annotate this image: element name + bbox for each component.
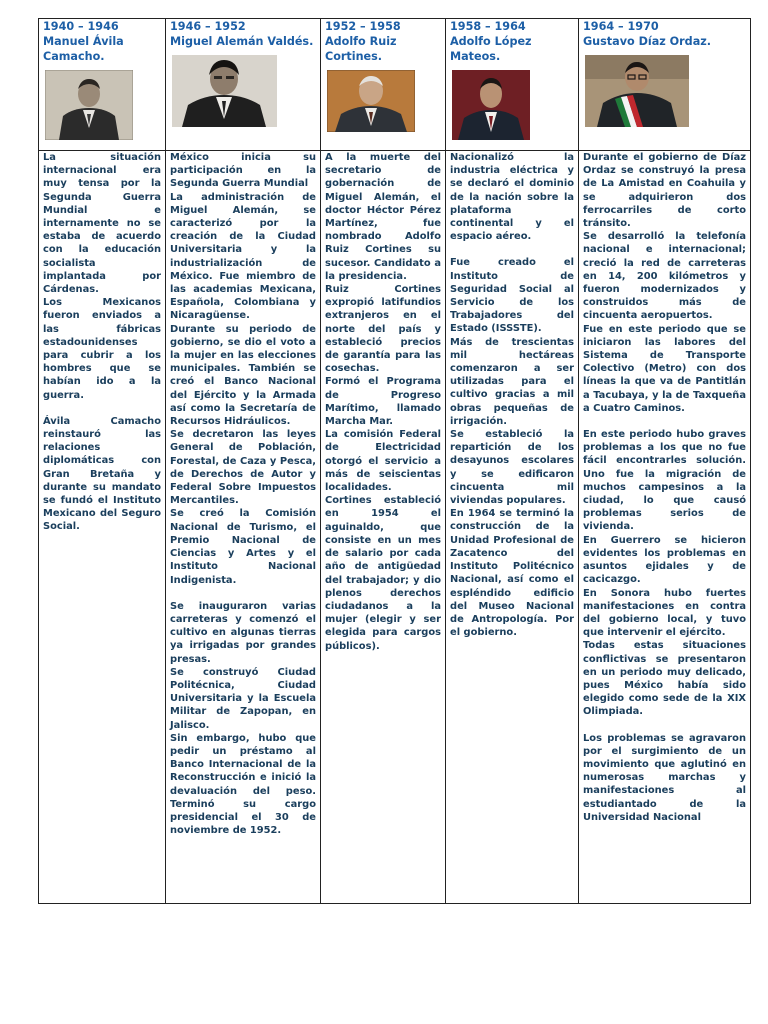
president-name: Manuel Ávila Camacho. <box>43 35 124 63</box>
paragraph: Formó el Programa de Progreso Marítimo, llamado Marcha Mar. <box>325 376 441 428</box>
column-text <box>43 151 161 534</box>
portrait-ruiz-cortines <box>327 70 415 132</box>
content-cell-5 <box>579 151 751 904</box>
portrait-lopez-mateos <box>452 70 530 140</box>
president-name: Miguel Alemán Valdés. <box>170 35 314 48</box>
term-years: 1952 – 1958 <box>325 20 401 33</box>
content-cell-1 <box>39 151 166 904</box>
president-heading <box>170 19 316 49</box>
term-years: 1940 – 1946 <box>43 20 119 33</box>
paragraph: Los problemas se agravaron por el surgimiento de un movimiento que aglutinó en numerosas marchas y manifestaciones al estudiantado de la Universidad Nacional <box>583 732 746 823</box>
paragraph: En Guerrero se hicieron evidentes los problemas en asuntos ejidales y de cacicazgo. <box>583 534 746 586</box>
president-name: Adolfo Ruiz Cortines. <box>325 35 397 63</box>
president-heading <box>43 19 161 64</box>
paragraph: Se desarrolló la telefonía nacional e internacional; creció la red de carreteras en 14, 200 kilómetros y fueron modernizados y construidos más de cincuenta aeropuertos. <box>583 231 746 322</box>
content-row <box>39 151 751 904</box>
paragraph: Sin embargo, hubo que pedir un préstamo al Banco Internacional de la Reconstrucción e inició la devaluación del peso. Terminó su cargo presidencial el 30 de noviembre de 1952. <box>170 732 316 837</box>
presidents-table <box>38 18 751 904</box>
header-cell-4 <box>446 19 579 151</box>
column-text <box>583 151 746 824</box>
presidents-table-sheet <box>38 18 750 908</box>
header-cell-5 <box>579 19 751 151</box>
president-heading <box>325 19 441 64</box>
paragraph: Más de trescientas mil hectáreas comenzaron a ser utilizadas para el cultivo gracias a mil obras pequeñas de irrigación. <box>450 336 574 427</box>
paragraph: Fue creado el Instituto de Seguridad Social al Servicio de los Trabajadores del Estado (ISSSTE). <box>450 257 574 335</box>
president-heading <box>450 19 574 64</box>
term-years: 1946 – 1952 <box>170 20 246 33</box>
paragraph: Ávila Camacho reinstauró las relaciones diplomáticas con Gran Bretaña y durante su mandato se fundó el Instituto Mexicano del Seguro Social. <box>43 415 161 533</box>
paragraph: En este periodo hubo graves problemas a los que no fue fácil encontrarles solución. Uno fue la migración de muchos campesinos a la ciudad, lo que causó problemas serios de vivienda. <box>583 429 746 533</box>
paragraph: Ruiz Cortines expropió latifundios extranjeros en el norte del país y estableció precios de garantía para las cosechas. <box>325 284 441 375</box>
president-name: Adolfo López Mateos. <box>450 35 532 63</box>
portrait-diaz-ordaz <box>585 55 689 127</box>
paragraph: Los Mexicanos fueron enviados a las fábricas estadounidenses para cubrir a los hombres que se habían ido a la guerra. <box>43 297 161 401</box>
paragraph: Se construyó Ciudad Politécnica, Ciudad Universitaria y la Escuela Militar de Zapopan, en Jalisco. <box>170 666 316 731</box>
paragraph: Se decretaron las leyes General de Población, Forestal, de Caza y Pesca, de Derechos de Autor y Federal Sobre Impuestos Mercantiles. <box>170 429 316 507</box>
paragraph: En 1964 se terminó la construcción de la Unidad Profesional de Zacatenco del Instituto Politécnico Nacional, así como el espléndido edificio del Museo Nacional de Antropología. Por el gobierno. <box>450 508 574 639</box>
president-name: Gustavo Díaz Ordaz. <box>583 35 712 48</box>
paragraph-gap <box>583 415 746 428</box>
paragraph: La comisión Federal de Electricidad otorgó el servicio a más de seiscientas localidades. <box>325 429 441 494</box>
header-cell-3 <box>321 19 446 151</box>
paragraph-gap <box>170 587 316 600</box>
paragraph: Se inauguraron varias carreteras y comenzó el cultivo en algunas tierras ya irrigadas por grandes presas. <box>170 600 316 665</box>
president-heading <box>583 19 746 49</box>
paragraph: Durante el gobierno de Díaz Ordaz se construyó la presa de La Amistad en Coahuila y se adquirieron dos ferrocarriles de corto tránsito. <box>583 152 746 230</box>
paragraph: En Sonora hubo fuertes manifestaciones en contra del gobierno local, y tuvo que intervenir el ejército. <box>583 587 746 639</box>
header-cell-2 <box>166 19 321 151</box>
content-cell-3 <box>321 151 446 904</box>
paragraph: México inicia su participación en la Segunda Guerra Mundial <box>170 152 316 190</box>
paragraph: Nacionalizó la industria eléctrica y se declaró el dominio de la nación sobre la plataforma continental y el espacio aéreo. <box>450 152 574 243</box>
portrait-aleman-valdes <box>172 55 277 127</box>
paragraph-gap <box>43 402 161 415</box>
paragraph: La situación internacional era muy tensa por la Segunda Guerra Mundial e internamente no se estaba de acuerdo con la educación socialista implantada por Cárdenas. <box>43 152 161 296</box>
paragraph-gap <box>583 719 746 732</box>
paragraph: Se creó la Comisión Nacional de Turismo, el Premio Nacional de Ciencias y Artes y el Instituto Nacional Indigenista. <box>170 508 316 586</box>
column-text <box>450 151 574 639</box>
paragraph: Se estableció la repartición de los desayunos escolares y se edificaron cincuenta mil viviendas populares. <box>450 429 574 507</box>
column-text <box>325 151 441 653</box>
paragraph: A la muerte del secretario de gobernación de Miguel Alemán, el doctor Héctor Pérez Martínez, fue nombrado Adolfo Ruiz Cortines su sucesor. Candidato a la presidencia. <box>325 152 441 282</box>
content-cell-2 <box>166 151 321 904</box>
paragraph: Todas estas situaciones conflictivas se presentaron en un periodo muy delicado, pues México había sido elegido como sede de la XIX Olimpiada. <box>583 640 746 718</box>
paragraph: Cortines estableció en 1954 el aguinaldo, que consiste en un mes de salario por cada año de antigüedad del trabajador; y dio plenos derechos ciudadanos a la mujer (elegir y ser elegida para cargos públicos). <box>325 495 441 652</box>
column-text <box>170 151 316 837</box>
header-row <box>39 19 751 151</box>
content-cell-4 <box>446 151 579 904</box>
paragraph-gap <box>450 243 574 256</box>
header-cell-1 <box>39 19 166 151</box>
term-years: 1958 – 1964 <box>450 20 526 33</box>
term-years: 1964 – 1970 <box>583 20 659 33</box>
paragraph: Durante su periodo de gobierno, se dio el voto a la mujer en las elecciones municipales. También se creó el Banco Nacional del Ejército y la Armada así como la Secretaría de Recursos Hidráulicos. <box>170 323 316 428</box>
paragraph: Fue en este periodo que se iniciaron las labores del Sistema de Transporte Colectivo (Metro) con dos líneas la que va de Pantitlán a Tacubaya, y la de Taxqueña a Cuatro Caminos. <box>583 323 746 414</box>
paragraph: La administración de Miguel Alemán, se caracterizó por la creación de la Ciudad Universitaria y la industrialización de México. Fue miembro de las academias Mexicana, Española, Colombiana y Nicaragüense. <box>170 191 316 322</box>
portrait-avila-camacho <box>45 70 133 140</box>
